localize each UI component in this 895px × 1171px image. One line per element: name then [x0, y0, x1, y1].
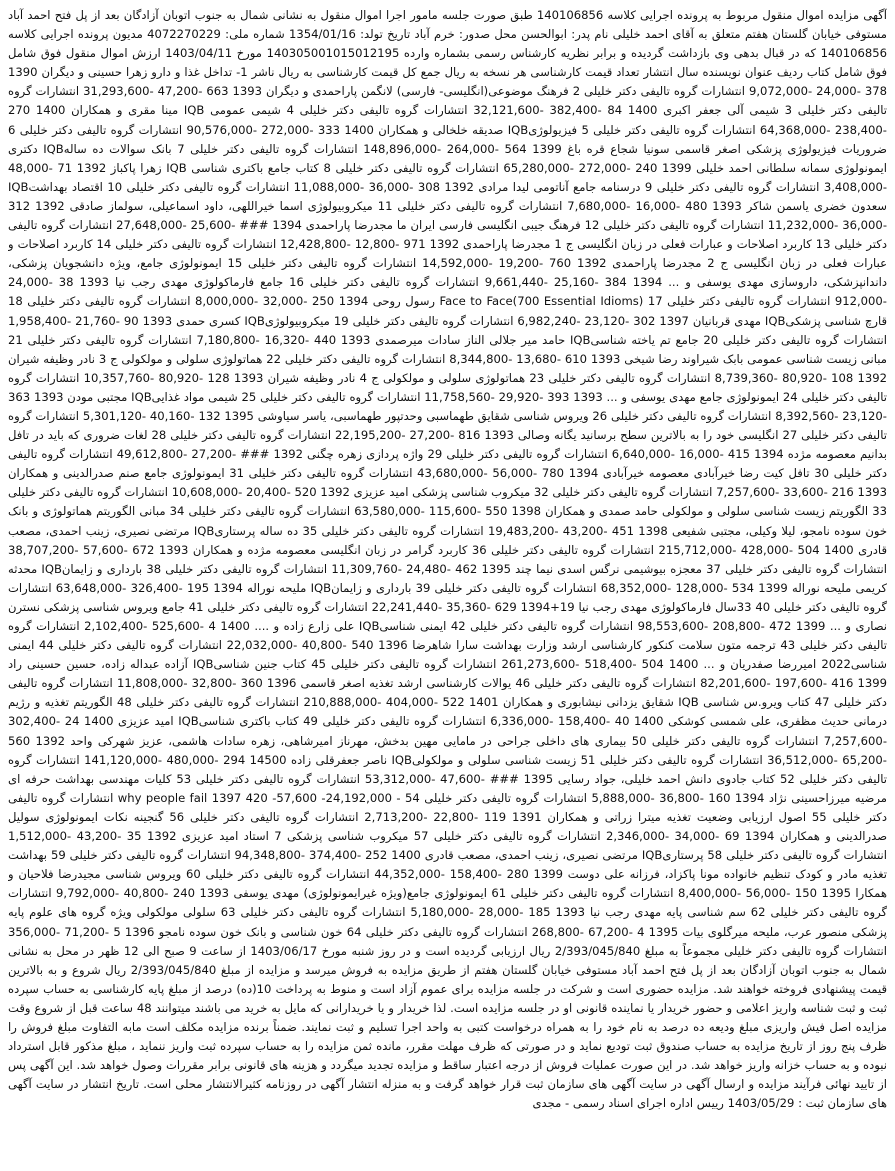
notice-body: آگهی مزایده اموال منقول مربوط به پرونده اجرایی کلاسه 140106856 طبق صورت جلسه مامور اجرا اموال منقول به نشانی شمال به جنوب اتوبان آزادگان بعد از پل فتح احمد آباد مستوفی خیابان گلستان هفتم متعلق به آقای احمد خلیلی نام پدر: ابوالحسن محل صدور: خرم آباد تاریخ تولد: 1354/01/16 شماره ملی: 4072270229 مدیون پرونده اجرایی کلاسه 140106856 که در قبال بدهی وی بازداشت گردیده و برابر نظریه کارشناس رسمی بشماره وارده 140305001015012195 مورخ 1403/04/11 ارزش اموال منقول فوق شامل فوق شامل کتاب ردیف عنوان نویسنده سال انتشار تعداد قیمت کارشناسی هر نسخه به ریال جمع کل قیمت کارشناسی به ریال ناشر 1- تداخل غذا و دارو زهرا حسینی و دیگران 1390 378 -24,000 -9,072,000 انتشارات گروه تالیفی دکتر خلیلی 2 فرهنگ موضوعی(انگلیسی- فارسی) لانگمن پاراحمدی و دیگران 1393 663 -47,200 -31,293,600 انتشارات گروه تالیفی دکتر خلیلی 3 شیمی آلی جعفر اکبری 1400 84 -382,400 -32,121,600 انتشارات گروه تالیفی دکتر خلیلی 4 شیمی عمومی IQB مینا مقری و همکاران 1400 270 -238,400 -64,368,000 انتشارات گروه تالیفی دکتر خلیلی 5 فیزیولوژیIQB صدیقه خلخالی و همکاران 1400 333 -272,000 -90,576,000 انتشارات گروه تالیفی دکتر خلیلی 6 ضروریات فیزیولوژی پزشکی اصغر قاسمی سونیا شجاع قره باغ 1399 564 -264,000 -148,896,000 انتشارات گروه تالیفی دکتر خلیلی 7 بانک سوالات ده سالهIQB دکتری ایمونولوژی سمانه سلطانی احمد خلیلی 1399 240 -272,000 -65,280,000 انتشارات گروه تالیفی دکتر خلیلی 8 کتاب جامع باکتری شناسی IQB زهرا پاکباز 1392 71 -48,000 -3,408,000 انتشارات گروه تالیفی دکتر خلیلی 9 درسنامه جامع آناتومی لیدا مرادی 1392 308 -36,000 -11,088,000 انتشارات گروه تالیفی دکتر خلیلی 10 اقتصاد بهداشتIQB سعدون خضری یاسمن شاکر 1393 480 -16,000 -7,680,000 انتشارات گروه تالیفی دکتر خلیلی 11 میکروبیولوژی اسما خیراللهی، داود اسماعیلی، سولماز صادقی 1392 312 -36,000 -11,232,000 انتشارات گروه تالیفی دکتر خلیلی 12 فرهنگ جیبی انگلیسی فارسی ایران ما مجدرضا پاراحمدی 1394 ### -25,600 -27,648,000 انتشارات گروه تالیفی دکتر خلیلی 13 کاربرد اصلاحات و عبارات فعلی در زبان انگلیسی ج 1 مجدرضا پاراحمدی 1392 971 -12,800 -12,428,800 انتشارات گروه تالیفی دکتر خلیلی 14 کاربرد اصلاحات و عبارات فعلی در زبان انگلیسی ج 2 مجدرضا پاراحمدی 1392 760 -19,200 -14,592,000 انتشارات گروه تالیفی دکتر خلیلی 15 ایمونولوژی جامع، ویژه دانشجویان پزشکی، داندانپزشکی، داروسازی مهدی یوسفی و ... 1394 384 -25,160 -9,661,440 انتشارات گروه تالیفی دکتر خلیلی 16 جامع فارماکولوژی مهدی رجب نیا 1393 38 -24,000 -912,000 انتشارات گروه تالیفی دکتر خلیلی 17 (Face to Face(700 Essential Idioms رسول روحی 1394 250 -32,000 -8,000,000 انتشارات گروه تالیفی دکتر خلیلی 18 قارچ شناسی پزشکیIQB مهدی قربانیان 1397 302 -23,120 -6,982,240 انتشارات گروه تالیفی دکتر خلیلی 19 میکروبیولوژیIQB کسری حمدی 1393 90 -21,760 -1,958,400 انتشارات گروه تالیفی دکتر خلیلی 20 جامع تم یاخته شناسیIQB حامد میر جلالی الناز سادات میرصمدی 1393 440 -16,320 -7,180,800 انتشارات گروه تالیفی دکتر خلیلی 21 مبانی زیست شناسی عمومی بابک شیراوند رضا شیخی 1393 610 -13,680 -8,344,800 انتشارات گروه تالیفی دکتر خلیلی 22 هماتولوژی سلولی و مولکولی ج 3 نادر وظیفه شیران 1392 108 -80,920 -8,739,360 انتشارات گروه تالیفی دکتر خلیلی 23 هماتولوژی سلولی و مولکولی ج 4 نادر وظیفه شیران 1393 128 -80,920 -10,357,760 انتشارات گروه تالیفی دکتر خلیلی 24 ایمونولوژی جامع مهدی یوسفی و ... 1393 393 -29,920 -11,758,560 انتشارات گروه تالیفی دکتر خلیلی 25 شیمی مواد غذاییIQB مجتبی مودن 1393 363 -23,120 -8,392,560 انتشارات گروه تالیفی دکتر خلیلی 26 ویروس شناسی شقایق طهماسبی وحدتپور طهماسبی، یاسر سیاوشی 1395 132 -40,160 -5,301,120 انتشارات گروه تالیفی دکتر خلیلی 27 انگلیسی خود را به بالاترین سطح برسانید یگانه وصالی 1393 816 -27,200 -22,195,200 انتشارات گروه تالیفی دکتر خلیلی 28 لغات ضروری که باید در تافل بدانیم معصومه مژده 1394 415 -16,000 -6,640,000 انتشارات گروه تالیفی دکتر خلیلی 29 واژه پردازی زهره چگنی 1392 ### -27,200 -49,612,800 انتشارات گروه تالیفی دکتر خلیلی 30 تافل کیت رضا خیرآبادی معصومه خیرآبادی 1394 780 -56,000 -43,680,000 انتشارات گروه تالیفی دکتر خلیلی 31 ایمونولوژی جامع صنم صدرالدینی و همکاران 1393 216 -33,600 -7,257,600 انتشارات گروه تالیفی دکتر خلیلی 32 میکروب شناسی پزشکی امید عزیزی 1392 520 -20,400 -10,608,000 انتشارات گروه تالیفی دکتر خلیلی 33 الگوریتم زیست شناسی سلولی و مولکولی حامد صمدی و همکاران 1398 550 -115,600 -63,580,000 انتشارات گروه تالیفی دکتر خلیلی 34 مبانی الگوریتم هماتولوژی و بانک خون سوده نامجو، لیلا وکیلی، مجتبی شفیعی 1398 451 -43,200 -19,483,200 انتشارات گروه تالیفی دکتر خلیلی 35 ده ساله پرستاریIQB مرتضی نصیری، زینب احمدی، مصعب قادری 1400 504 -428,000 -215,712,000 انتشارات گروه تالیفی دکتر خلیلی 36 کاربرد گرامر در زبان انگلیسی معصومه مژده و همکاران 1393 672 -57,600 -38,707,200 انتشارات گروه تالیفی دکتر خلیلی 37 معجزه بیوشیمی نرگس اسدی نیما چند 1395 462 -24,480 -11,309,760 انتشارات گروه تالیفی دکتر خلیلی 38 بارداری و زایمانIQB محدثه کریمی ملیحه نوراله 1399 534 -128,000 -68,352,000 انتشارات گروه تالیفی دکتر خلیلی 39 بارداری و زایمانIQB ملیحه نوراله 1394 195 -326,400 -63,648,000 انتشارات گروه تالیفی دکتر خلیلی 40 33سال فارماکولوژی مهدی رجب نیا 19+1394 629 -35,360 -22,241,440 انتشارات گروه تالیفی دکتر خلیلی 41 جامع ویروس شناسی پزشکی نسترن نصاری و ... 1399 472 -208,800 -98,553,600 انتشارات گروه تالیفی دکتر خلیلی 42 ایمنی شناسیIQB علی زارع زاده و .... 1400 4 -525,600 -2,102,400 انتشارات گروه تالیفی دکتر خلیلی 43 ترجمه متون سلامت کنکور کارشناسی ارشد وزارت بهداشت سارا شاهرضا 1396 540 -40,800 -22,032,000 انتشارات گروه تالیفی دکتر خلیلی 44 ایمنی شناسی2022 امیررضا صفدریان و ... 1400 504 -518,400 -261,273,600 انتشارات گروه تالیفی دکتر خلیلی 45 کتاب جنین شناسیIQB آزاده عبداله زاده، حسین حسینی راد 1399 416 -197,600 -82,201,600 انتشارات گروه تالیفی دکتر خلیلی 46 یوالات کارشناسی ارشد تغذیه اصغر قاسمی 1396 360 -32,800 -11,808,000 انتشارات گروه تالیفی دکتر خلیلی 47 کتاب ویرو.س شناسی IQB شقایق یزدانی نیشابوری و همکاران 1401 522 -404,000 -210,888,000 انتشارات گروه تالیفی دکتر خلیلی 48 الگوریتم تغذیه و رژیم درمانی حدیث مظفری، علی شمسی کوشکی 1400 40 -158,400 -6,336,000 انتشارات گروه تالیفی دکتر خلیلی 49 کتاب باکتری شناسیIQB امید عزیزی 1400 24 -302,400 -7,257,600 انتشارات گروه تالیفی دکتر خلیلی 50 بیماری های داخلی جراحی در مامایی مهین بدخش، مهرناز امیرشاهی، زهره سادات هاشمی، عزیز شهرکی واحد 1392 560 -65,200 -36,512,000 انتشارات گروه تالیفی دکتر خلیلی 51 زیست شناسی سلولی و مولکولیIQB ناصر جعفرقلی زاده 14500 294 -480,000 -141,120,000 انتشارات گروه تالیفی دکتر خلیلی 52 کتاب جادوی دانش احمد خلیلی، جواد رسایی 1395 ### -47,600 -53,312,000 انتشارات گروه تالیفی دکتر خلیلی 53 کلیات مهندسی بهداشت حرفه ای مرضیه میرزاحسینی نژاد 1394 160 -36,800 -5,888,000 انتشارات گروه تالیفی دکتر خلیلی 54 - why people fail 1397 420 -57,600 -24,192,000 انتشارات گروه تالیفی دکتر خلیلی 55 اصول ارزیابی وضعیت تغذیه میترا زراتی و همکاران 1391 119 -22,800 -2,713,200 انتشارات گروه تالیفی دکتر خلیلی 56 گنجینه نکات ایمونولوژی سولیل صدرالدینی و همکاران 1394 69 -34,000 -2,346,000 انتشارات گروه تالیفی دکتر خلیلی 57 میکروب شناسی پزشکی 7 استاد امید عزیزی 1392 35 -43,200 -1,512,000 انتشارات گروه تالیفی دکتر خلیلی 58 پرستاریIQB مرتضی نصیری، زینب احمدی، مصعب قادری 1400 252 -374,400 -94,348,800 انتشارات گروه تالیفی دکتر خلیلی 59 بهداشت تغذیه مادر و کودک تنظیم خانواده مونا پاکزاد، فرزانه علی دوست 1399 280 -158,400 -44,352,000 انتشارات گروه تالیفی دکتر خلیلی 60 ویروس شناسی مجیدرضا فلاحیان و همکارا 1395 150 -56,000 -8,400,000 انتشارات گروه تالیفی دکتر خلیلی 61 ایمونولوژی جامع(ویژه غیرایمونولوژی) مهدی یوسفی 1393 240 -40,800 -9,792,000 انتشارات گروه تالیفی دکتر خلیلی 62 سم شناسی پایه مهدی رجب نیا 1393 185 -28,000 -5,180,000 انتشارات گروه تالیفی دکتر خلیلی 63 سلولی مولکولی ویژه گروه های علوم پایه پزشکی منصور عرب، ملیحه میرگلوی بیات 1395 4 -67,200 -268,800 انتشارات گروه تالیفی دکتر خلیلی 64 خون شناسی و بانک خون سوده نامجو 1396 5 -71,200 -356,000 انتشارات گروه تالیفی دکتر خلیلی مجموعاً به مبلغ 2/393/045/840 ریال ارزیابی گردیده است و در روز شنبه مورخ 1403/06/17 از ساعت 9 صبح الی 12 ظهر در محل به نشانی شمال به جنوب اتوبان آزادگان بعد از پل فتح احمد آباد مستوفی خیابان گلستان هفتم از طریق مزایده به فروش میرسد و مزایده از مبلغ 2/393/045/840 ریال شروع و به بالاترین قیمت پیشنهادی فروخته خواهند شد. مزایده حضوری است و شرکت در جلسه مزایده برای عموم آزاد است و منوط به پرداخت 10(ده) درصد از مبلغ پایه کارشناسی به حساب سپرده ثبت و ثبت شناسه واریز اعلامی و حضور خریدار یا نماینده قانونی او در جلسه مزایده است. لذا خریدار و یا خریدارانی که مایل به خرید می باشند میتوانند 48 ساعت قبل از شروع وقت مزایده اصل فیش واریزی مبلغ ودیعه ده درصد به نام خود را به همراه درخواست کتبی به واحد اجرا تسلیم و ثبت نمایند. ضمناً برنده مزایده مکلف است مابه التفاوت مبلغ فروش را ظرف پنج روز از تاریخ مزایده به حساب صندوق ثبت تودیع نماید و در صورتی که ظرف مهلت مقرر، مانده ثمن مزایده را به حساب سپرده ثبت واریز ننماید ، مبلغ مذکور قابل استرداد نبوده و به حساب خزانه واریز خواهد شد. در این صورت عملیات فروش از درجه اعتبار ساقط و مزایده تجدید میگردد و هزینه های قانونی برابر مقررات وصول خواهد شد. این آگهی پس از تایید نهائی فرآیند مزایده و ارسال آگهی در سایت آگهی های سازمان ثبت قرار خواهد گرفت و به منزله انتشار آگهی در روزنامه کثیرالانتشار محلی است. تاریخ انتشار در سایت آگهی های سازمان ثبت : 1403/05/29 رییس اداره اجرای اسناد رسمی - مجدی — [8, 8, 887, 1111]
auction-notice — [8, 6, 887, 1166]
